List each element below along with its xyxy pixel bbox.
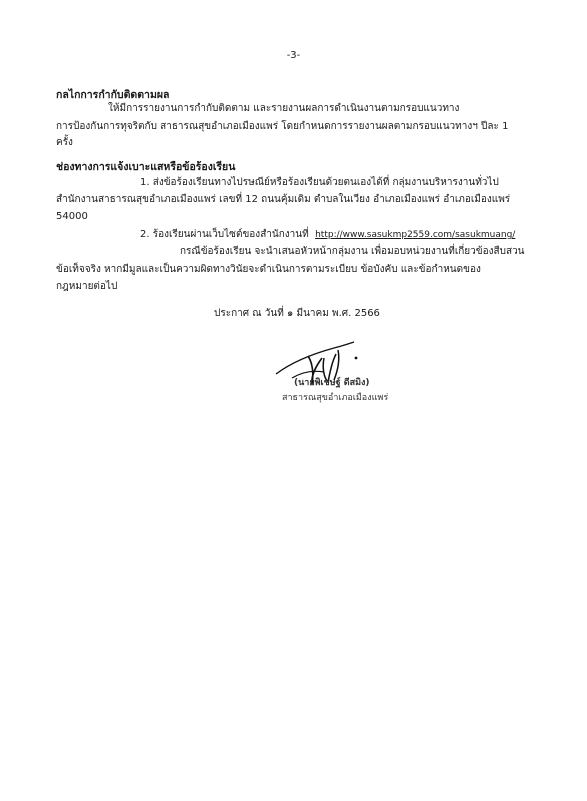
signer-name: (นายพิเชษฐ์ ดีสมิง) — [294, 378, 370, 388]
paragraph-line: ให้มีการรายงานการกำกับติดตาม และรายงานผลการดำเนินงานตามกรอบแนวทาง — [108, 103, 460, 114]
website-label: 2. ร้องเรียนผ่านเว็บไซต์ของสำนักงานที่ — [140, 229, 309, 240]
paragraph-line: กฎหมายต่อไป — [56, 281, 118, 292]
page-number: -3- — [286, 50, 301, 61]
website-item — [140, 228, 515, 242]
paragraph-line: การป้องกันการทุจริตกับ สาธารณสุขอำเภอเมืองแพร่ โดยกำหนดการรายงานผลตามกรอบแนวทางฯ ปีละ 1 — [56, 121, 509, 132]
paragraph-line: กรณีข้อร้องเรียน จะนำเสนอหัวหน้ากลุ่มงาน เพื่อมอบหน่วยงานที่เกี่ยวข้องสืบสวน — [180, 246, 525, 257]
paragraph-line: ข้อเท็จจริง หากมีมูลและเป็นความผิดทางวินัยจะดำเนินการตามระเบียบ ข้อบังคับ และข้อกำหนดของ — [56, 264, 481, 275]
paragraph-line: ครั้ง — [56, 137, 73, 148]
paragraph-line: สำนักงานสาธารณสุขอำเภอเมืองแพร่ เลขที่ 12 ถนนคุ้มเดิม ตำบลในเวียง อำเภอเมืองแพร่ อำเภอเมืองแพร่ — [56, 194, 511, 205]
paragraph-line: 54000 — [56, 211, 88, 222]
paragraph-line: 1. ส่งข้อร้องเรียนทางไปรษณีย์หรือร้องเรียนด้วยตนเองได้ที่ กลุ่มงานบริหารงานทั่วไป — [140, 177, 499, 188]
section-heading-complaint-channels: ช่องทางการแจ้งเบาะแสหรือข้อร้องเรียน — [56, 161, 236, 173]
website-link[interactable]: http://www.sasukmp2559.com/sasukmuang/ — [315, 230, 516, 240]
announcement-date: ประกาศ ณ วันที่ ๑ มีนาคม พ.ศ. 2566 — [214, 308, 380, 319]
signer-title: สาธารณสุขอำเภอเมืองแพร่ — [282, 393, 389, 403]
section-heading-monitoring: กลไกการกำกับติดตามผล — [56, 89, 170, 101]
